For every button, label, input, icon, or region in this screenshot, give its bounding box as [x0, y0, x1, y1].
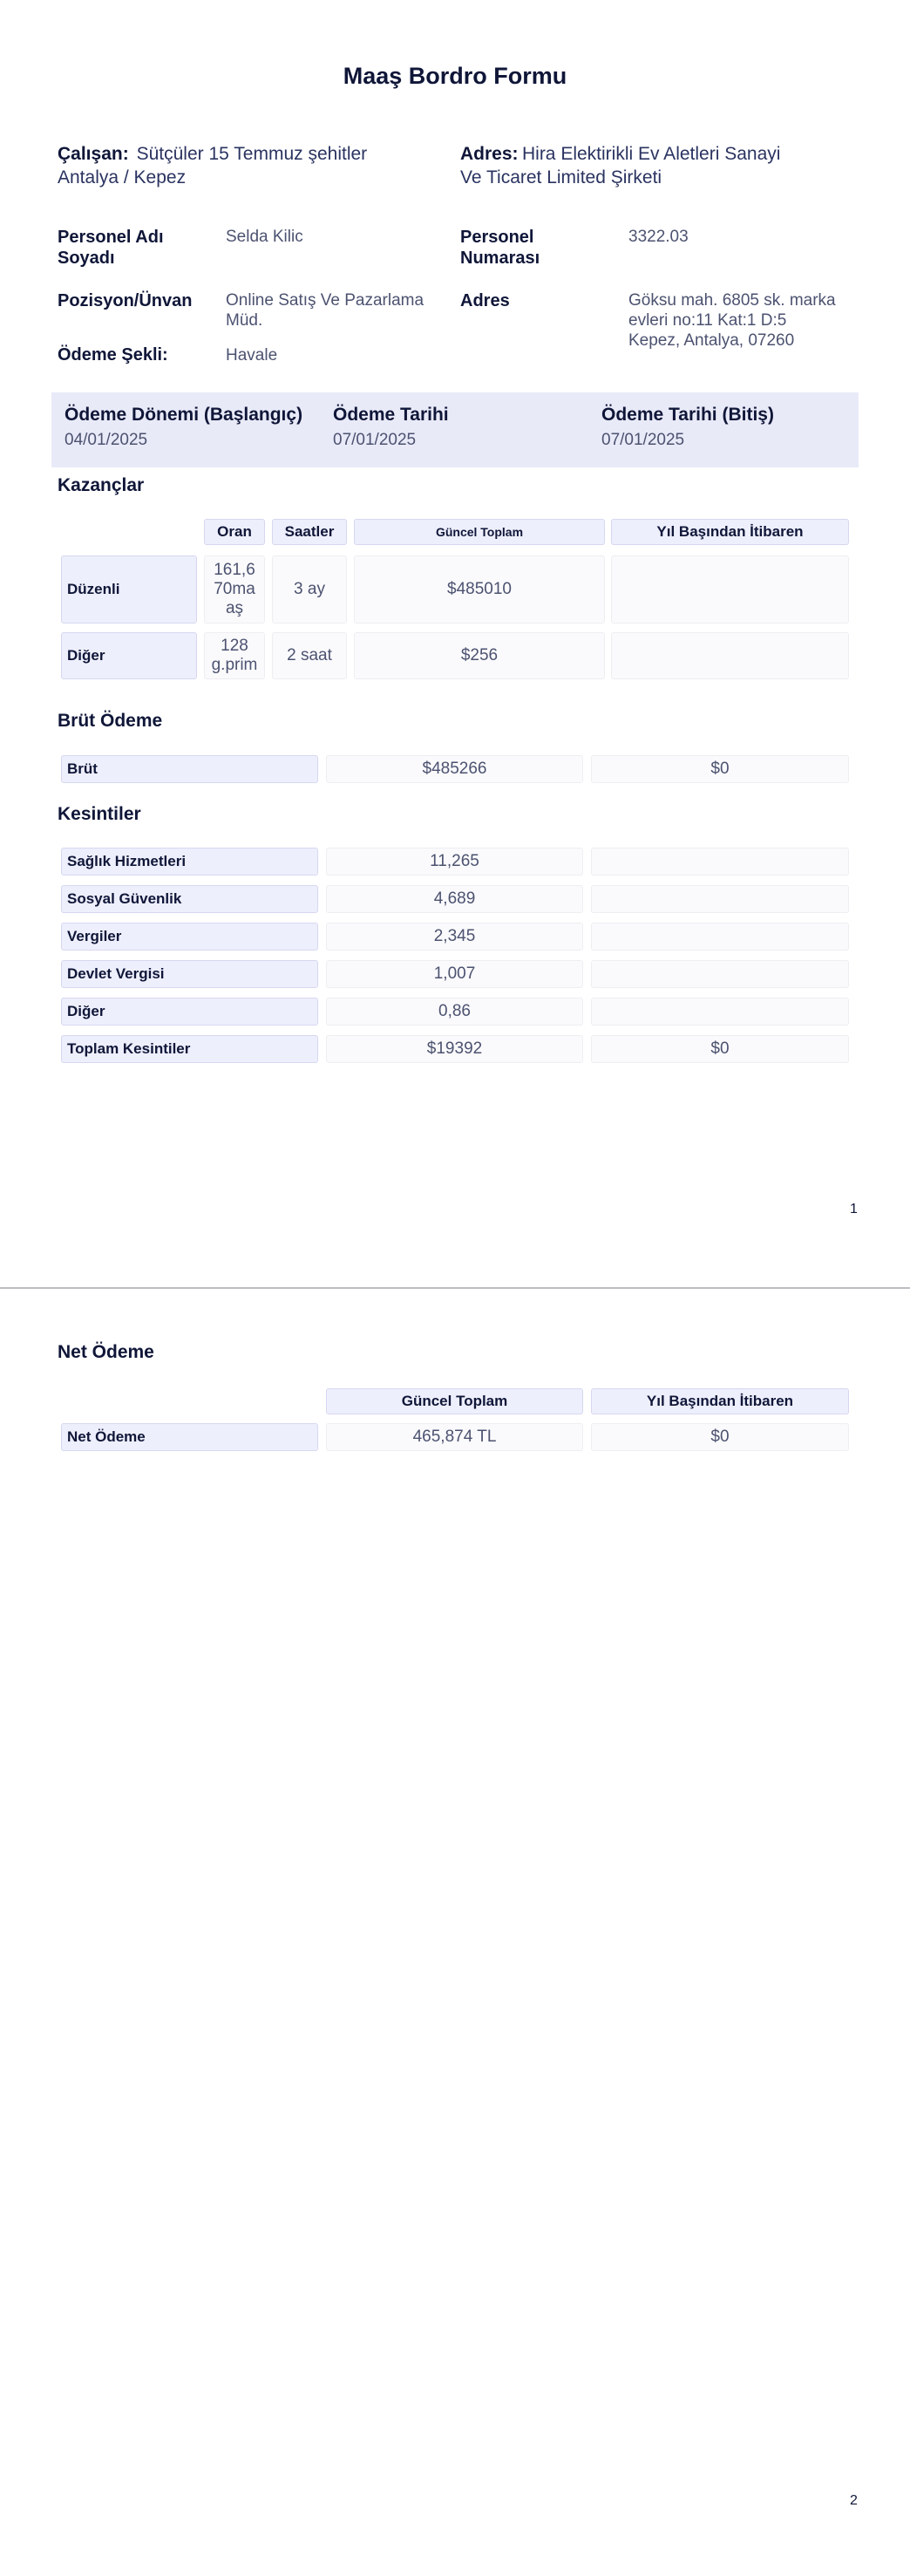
deduction-row-label: Diğer	[61, 998, 318, 1026]
period-start-value: 04/01/2025	[65, 431, 148, 449]
period-start	[65, 405, 302, 450]
earnings-row-rate: 161,6 70ma aş	[204, 555, 265, 624]
pay-date	[333, 405, 449, 450]
earnings-row-hours: 3 ay	[272, 555, 347, 624]
net-current: 465,874 TL	[326, 1423, 583, 1451]
net-header-ytd: Yıl Başından İtibaren	[591, 1388, 849, 1414]
deduction-row-label: Vergiler	[61, 923, 318, 951]
address-header	[460, 143, 861, 188]
deduction-row-current: 4,689	[326, 885, 583, 913]
period-start-label: Ödeme Dönemi (Başlangıç)	[65, 405, 303, 425]
deduction-row-ytd	[591, 998, 849, 1026]
personnel-number-label: Personel Numarası	[460, 228, 540, 268]
deduction-row-label: Devlet Vergisi	[61, 960, 318, 988]
deduction-total-current: $19392	[326, 1035, 583, 1063]
page-title: Maaş Bordro Formu	[343, 63, 567, 89]
net-label: Net Ödeme	[61, 1423, 318, 1451]
earnings-row-hours: 2 saat	[272, 632, 347, 679]
earnings-title: Kazançlar	[58, 475, 145, 495]
pay-date-value: 07/01/2025	[333, 431, 417, 449]
earnings-row-rate: 128 g.prim	[204, 632, 265, 679]
deduction-row-current: 11,265	[326, 848, 583, 876]
position-value: Online Satış Ve Pazarlama Müd.	[226, 291, 424, 330]
earnings-row-current: $256	[354, 632, 605, 679]
employee-header-line2: Antalya / Kepez	[58, 167, 187, 187]
page-number: 1	[850, 1202, 858, 1216]
deduction-row-ytd	[591, 923, 849, 951]
earnings-row-ytd	[611, 555, 849, 624]
pay-date-label: Ödeme Tarihi	[333, 405, 449, 425]
payment-method-label: Ödeme Şekli:	[58, 345, 168, 365]
address-value: Göksu mah. 6805 sk. marka evleri no:11 Kat:1 D:5 Kepez, Antalya, 07260	[628, 291, 836, 350]
employee-header-label: Çalışan:	[58, 144, 129, 164]
deductions-title: Kesintiler	[58, 804, 141, 824]
gross-title: Brüt Ödeme	[58, 711, 163, 731]
deduction-row-label: Sosyal Güvenlik	[61, 885, 318, 913]
page-2	[0, 1289, 910, 2576]
earnings-header-hours: Saatler	[272, 519, 347, 545]
net-ytd: $0	[591, 1423, 849, 1451]
gross-label: Brüt	[61, 755, 318, 783]
period-end-value: 07/01/2025	[601, 431, 685, 449]
personnel-name-label: Personel Adı Soyadı	[58, 228, 164, 268]
deduction-row-label: Sağlık Hizmetleri	[61, 848, 318, 876]
personnel-number-value: 3322.03	[628, 228, 689, 246]
deduction-row-ytd	[591, 885, 849, 913]
address-header-line2: Ve Ticaret Limited Şirketi	[460, 167, 662, 187]
earnings-row-current: $485010	[354, 555, 605, 624]
deduction-row-current: 0,86	[326, 998, 583, 1026]
earnings-row-label: Diğer	[61, 632, 197, 679]
page-1	[0, 0, 910, 1287]
address-label: Adres	[460, 291, 510, 310]
earnings-header-current: Güncel Toplam	[354, 519, 605, 545]
employee-header-line1: Sütçüler 15 Temmuz şehitler	[136, 144, 368, 164]
period-end	[601, 405, 774, 450]
earnings-header-ytd: Yıl Başından İtibaren	[611, 519, 849, 545]
deduction-total-label: Toplam Kesintiler	[61, 1035, 318, 1063]
gross-ytd: $0	[591, 755, 849, 783]
deduction-row-current: 2,345	[326, 923, 583, 951]
deduction-row-current: 1,007	[326, 960, 583, 988]
period-end-label: Ödeme Tarihi (Bitiş)	[601, 405, 774, 425]
earnings-row-ytd	[611, 632, 849, 679]
address-header-line1: Hira Elektirikli Ev Aletleri Sanayi	[521, 144, 781, 164]
employee-header	[58, 143, 441, 188]
deduction-total-ytd: $0	[591, 1035, 849, 1063]
page-number: 2	[850, 2493, 858, 2508]
gross-current: $485266	[326, 755, 583, 783]
deduction-row-ytd	[591, 848, 849, 876]
address-header-label: Adres:	[460, 144, 519, 164]
net-header-current: Güncel Toplam	[326, 1388, 583, 1414]
earnings-header-rate: Oran	[204, 519, 265, 545]
personnel-name-value: Selda Kilic	[226, 228, 303, 246]
position-label: Pozisyon/Ünvan	[58, 291, 193, 310]
payment-method-value: Havale	[226, 346, 278, 365]
net-title: Net Ödeme	[58, 1342, 154, 1362]
earnings-row-label: Düzenli	[61, 555, 197, 624]
deduction-row-ytd	[591, 960, 849, 988]
